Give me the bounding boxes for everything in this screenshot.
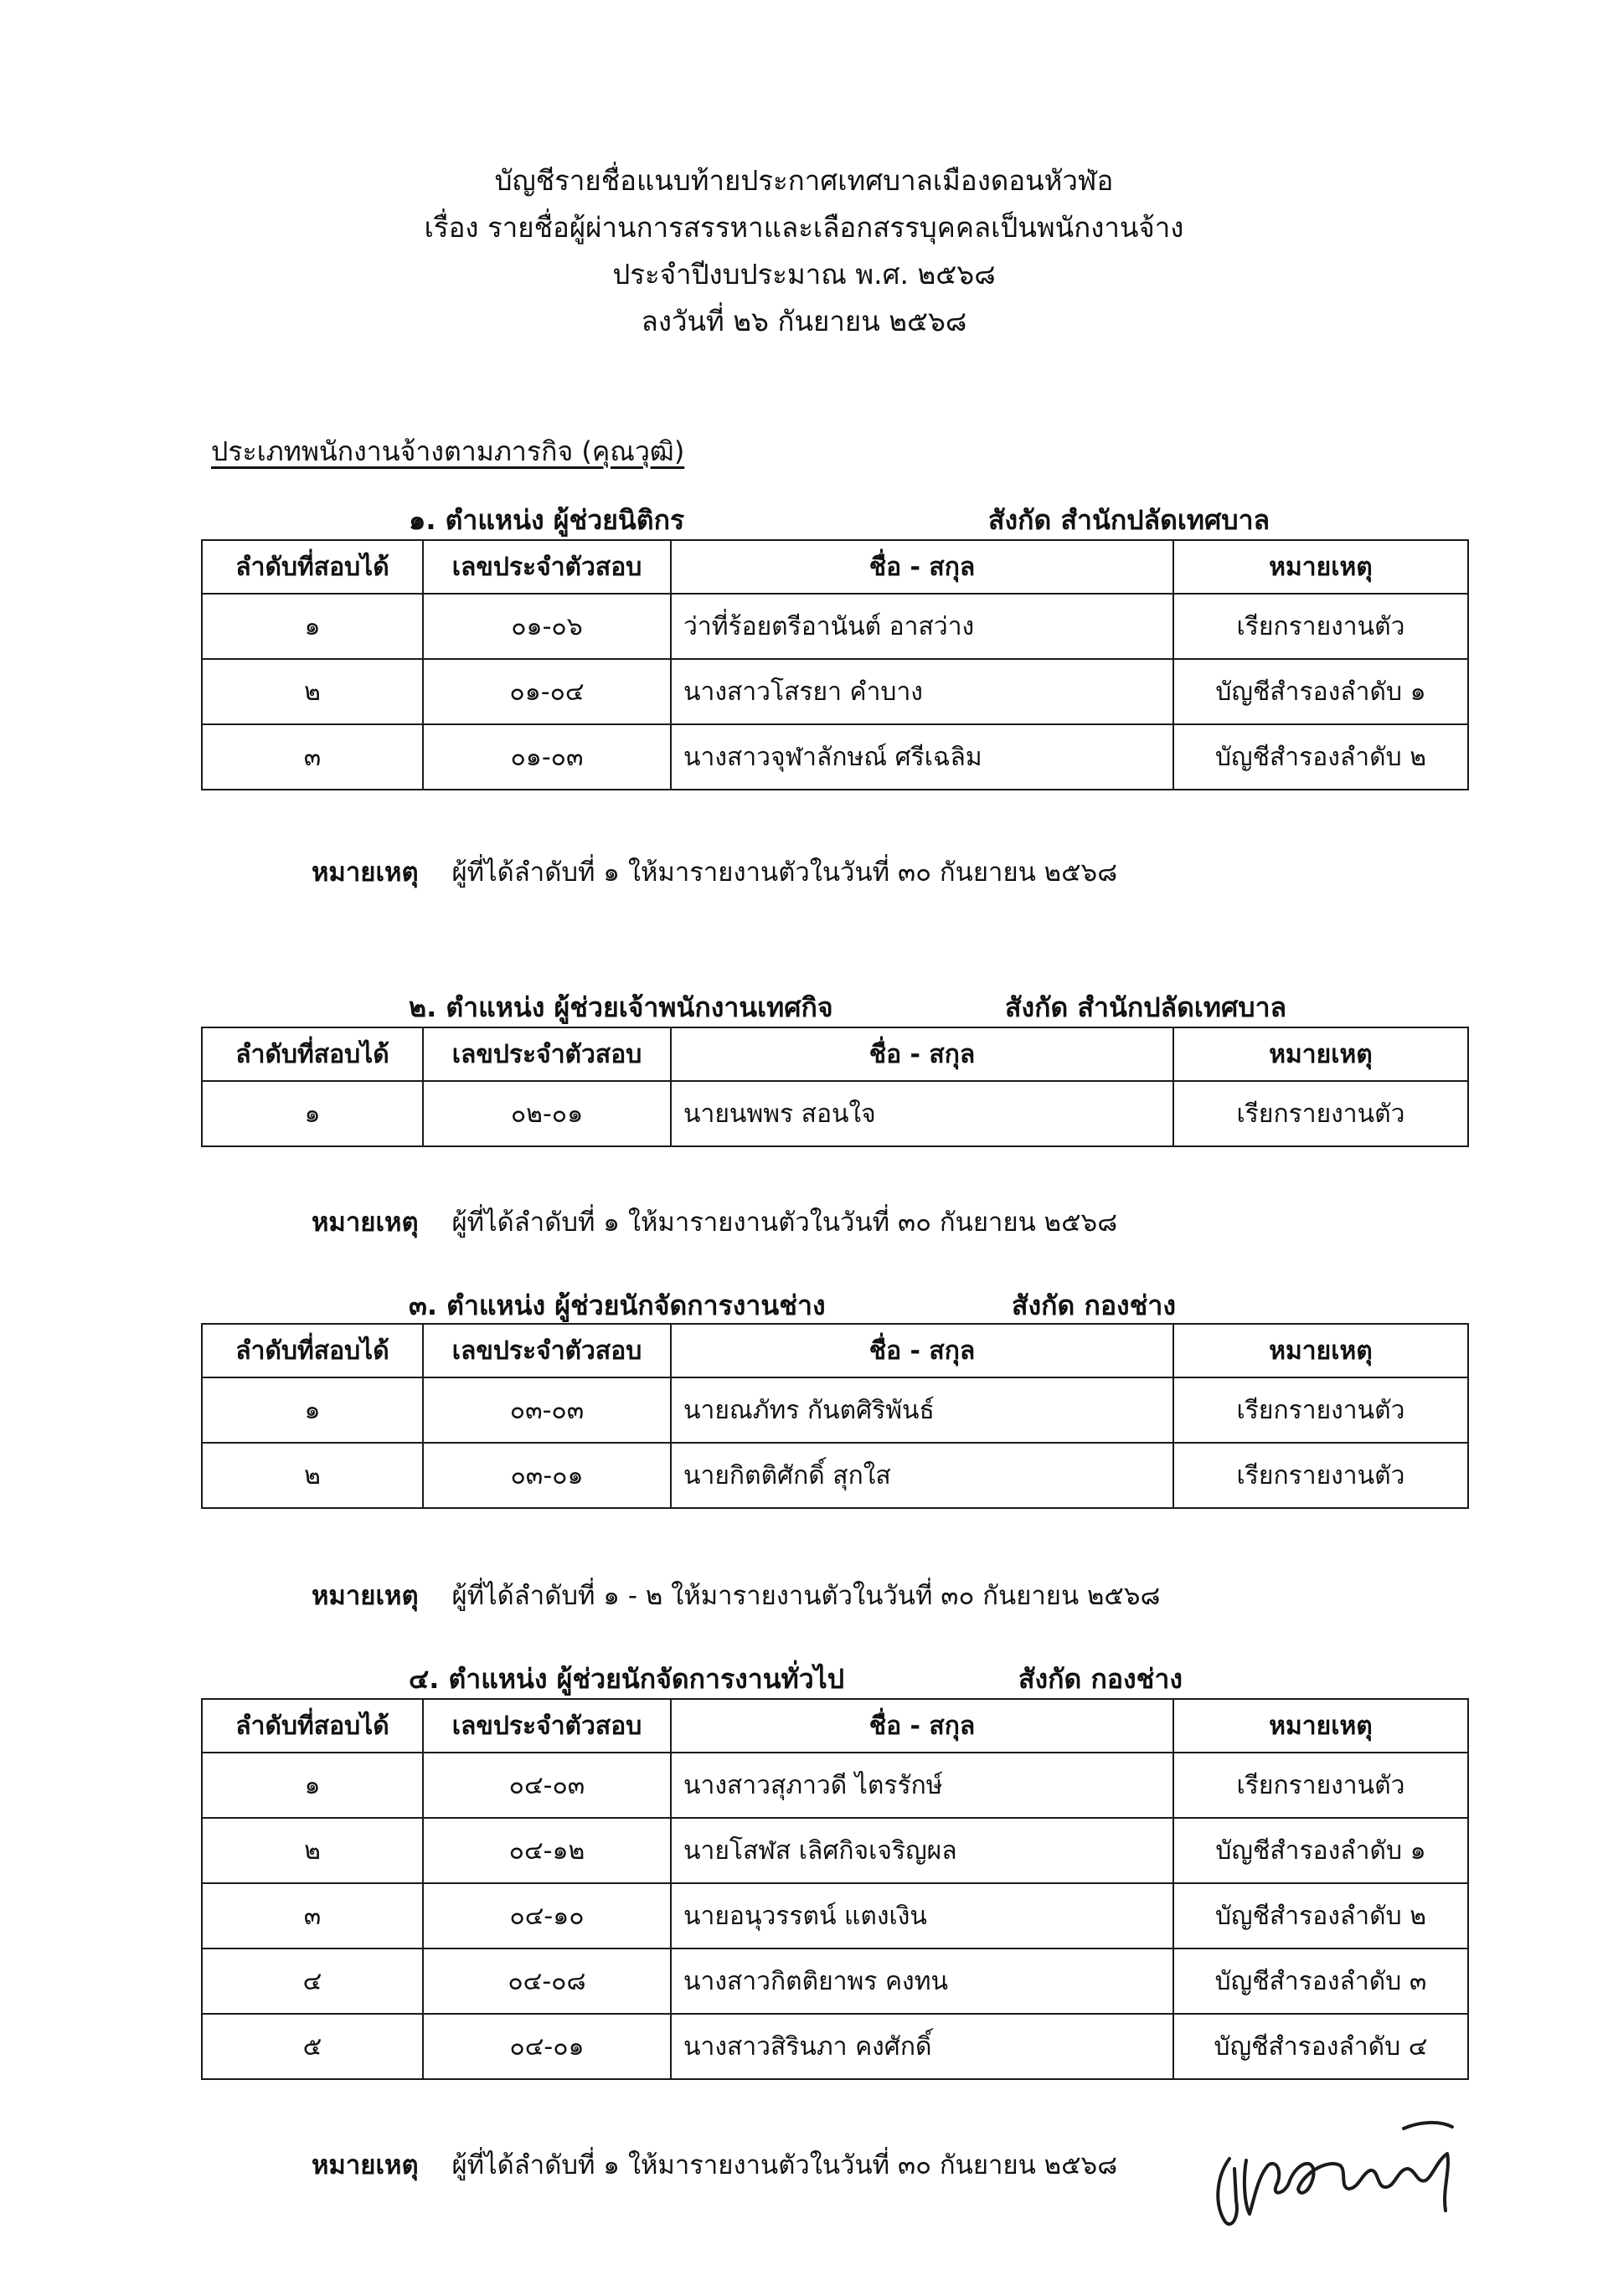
remark-cell: บัญชีสำรองลำดับ ๓ bbox=[1173, 1949, 1468, 2014]
column-header-rank: ลำดับที่สอบได้ bbox=[202, 1027, 423, 1081]
remark-cell: บัญชีสำรองลำดับ ๒ bbox=[1173, 1883, 1468, 1949]
remark-cell: บัญชีสำรองลำดับ ๑ bbox=[1173, 659, 1468, 724]
column-header-remark: หมายเหตุ bbox=[1173, 1324, 1468, 1377]
header-line-3: ประจำปีงบประมาณ พ.ศ. ๒๕๖๘ bbox=[612, 258, 996, 291]
column-header-name: ชื่อ - สกุล bbox=[671, 1027, 1173, 1081]
column-header-remark: หมายเหตุ bbox=[1173, 1699, 1468, 1753]
rank-cell: ๕ bbox=[202, 2014, 423, 2079]
note-label: หมายเหตุ bbox=[312, 2150, 419, 2180]
section-2-title bbox=[409, 986, 1287, 1029]
section-3-title bbox=[409, 1284, 1176, 1327]
exam-id-cell: ๐๓-๐๓ bbox=[423, 1377, 671, 1443]
table-row bbox=[202, 1883, 1468, 1949]
rank-cell: ๑ bbox=[202, 1377, 423, 1443]
exam-id-cell: ๐๔-๑๐ bbox=[423, 1883, 671, 1949]
name-cell: นายณภัทร กันตศิริพันธ์ bbox=[671, 1377, 1173, 1443]
name-cell: นายอนุวรรตน์ แตงเงิน bbox=[671, 1883, 1173, 1949]
name-cell: นายกิตติศักดิ์ สุกใส bbox=[671, 1443, 1173, 1508]
rank-cell: ๒ bbox=[202, 1443, 423, 1508]
exam-id-cell: ๐๓-๐๑ bbox=[423, 1443, 671, 1508]
header-line-2: เรื่อง รายชื่อผู้ผ่านการสรรหาและเลือกสรรบุคคลเป็นพนักงานจ้าง bbox=[424, 211, 1184, 244]
department-name: สังกัด สำนักปลัดเทศบาล bbox=[988, 504, 1270, 536]
remark-cell: เรียกรายงานตัว bbox=[1173, 1753, 1468, 1818]
table-row bbox=[202, 1081, 1468, 1146]
document-header bbox=[0, 157, 1608, 345]
column-header-rank: ลำดับที่สอบได้ bbox=[202, 1324, 423, 1377]
table-row bbox=[202, 1377, 1468, 1443]
name-cell: นายนพพร สอนใจ bbox=[671, 1081, 1173, 1146]
name-cell: นางสาวจุฬาลักษณ์ ศรีเฉลิม bbox=[671, 724, 1173, 790]
exam-id-cell: ๐๔-๐๘ bbox=[423, 1949, 671, 2014]
name-cell: นางสาวสิรินภา คงศักดิ์ bbox=[671, 2014, 1173, 2079]
column-header-rank: ลำดับที่สอบได้ bbox=[202, 1699, 423, 1753]
remark-cell: บัญชีสำรองลำดับ ๑ bbox=[1173, 1818, 1468, 1883]
column-header-exam-id: เลขประจำตัวสอบ bbox=[423, 1324, 671, 1377]
exam-id-cell: ๐๔-๑๒ bbox=[423, 1818, 671, 1883]
note-text: ผู้ที่ได้ลำดับที่ ๑ - ๒ ให้มารายงานตัวในวันที่ ๓๐ กันยายน ๒๕๖๘ bbox=[451, 1581, 1161, 1611]
remark-cell: เรียกรายงานตัว bbox=[1173, 1377, 1468, 1443]
section-1-title bbox=[409, 499, 1270, 542]
table-header-row bbox=[202, 1027, 1468, 1081]
header-line-1: บัญชีรายชื่อแนบท้ายประกาศเทศบาลเมืองดอนหัวฬ่อ bbox=[494, 164, 1114, 197]
column-header-exam-id: เลขประจำตัวสอบ bbox=[423, 1027, 671, 1081]
handwritten-signature bbox=[1206, 2110, 1457, 2236]
position-name: ๑. ตำแหน่ง ผู้ช่วยนิติกร bbox=[409, 504, 685, 536]
remark-cell: เรียกรายงานตัว bbox=[1173, 1443, 1468, 1508]
section-4-title bbox=[409, 1658, 1183, 1701]
remark-cell: เรียกรายงานตัว bbox=[1173, 1081, 1468, 1146]
department-name: สังกัด กองช่าง bbox=[1012, 1290, 1176, 1321]
name-cell: นางสาวกิตติยาพร คงทน bbox=[671, 1949, 1173, 2014]
table-row bbox=[202, 2014, 1468, 2079]
table-row bbox=[202, 1443, 1468, 1508]
section-3-note bbox=[312, 1574, 1160, 1616]
section-3-table bbox=[201, 1323, 1469, 1509]
table-row bbox=[202, 1753, 1468, 1818]
note-text: ผู้ที่ได้ลำดับที่ ๑ ให้มารายงานตัวในวันที่ ๓๐ กันยายน ๒๕๖๘ bbox=[451, 857, 1118, 888]
table-row bbox=[202, 724, 1468, 790]
exam-id-cell: ๐๒-๐๑ bbox=[423, 1081, 671, 1146]
rank-cell: ๒ bbox=[202, 659, 423, 724]
position-name: ๒. ตำแหน่ง ผู้ช่วยเจ้าพนักงานเทศกิจ bbox=[409, 991, 833, 1023]
rank-cell: ๑ bbox=[202, 1081, 423, 1146]
section-1-table bbox=[201, 539, 1469, 790]
rank-cell: ๓ bbox=[202, 1883, 423, 1949]
exam-id-cell: ๐๑-๐๓ bbox=[423, 724, 671, 790]
table-row bbox=[202, 594, 1468, 659]
employee-category: ประเภทพนักงานจ้างตามภารกิจ (คุณวุฒิ) bbox=[211, 435, 685, 467]
remark-cell: บัญชีสำรองลำดับ ๔ bbox=[1173, 2014, 1468, 2079]
column-header-name: ชื่อ - สกุล bbox=[671, 1324, 1173, 1377]
column-header-remark: หมายเหตุ bbox=[1173, 540, 1468, 594]
table-row bbox=[202, 1949, 1468, 2014]
rank-cell: ๑ bbox=[202, 594, 423, 659]
position-name: ๔. ตำแหน่ง ผู้ช่วยนักจัดการงานทั่วไป bbox=[409, 1663, 845, 1695]
column-header-exam-id: เลขประจำตัวสอบ bbox=[423, 540, 671, 594]
section-1-note bbox=[312, 851, 1117, 893]
note-text: ผู้ที่ได้ลำดับที่ ๑ ให้มารายงานตัวในวันที่ ๓๐ กันยายน ๒๕๖๘ bbox=[451, 2150, 1118, 2180]
exam-id-cell: ๐๔-๐๑ bbox=[423, 2014, 671, 2079]
rank-cell: ๑ bbox=[202, 1753, 423, 1818]
table-header-row bbox=[202, 1699, 1468, 1753]
column-header-exam-id: เลขประจำตัวสอบ bbox=[423, 1699, 671, 1753]
name-cell: ว่าที่ร้อยตรีอานันต์ อาสว่าง bbox=[671, 594, 1173, 659]
exam-id-cell: ๐๔-๐๓ bbox=[423, 1753, 671, 1818]
note-label: หมายเหตุ bbox=[312, 1207, 419, 1238]
exam-id-cell: ๐๑-๐๔ bbox=[423, 659, 671, 724]
name-cell: นางสาวสุภาวดี ไตรรักษ์ bbox=[671, 1753, 1173, 1818]
table-row bbox=[202, 659, 1468, 724]
header-line-4: ลงวันที่ ๒๖ กันยายน ๒๕๖๘ bbox=[641, 305, 967, 337]
table-header-row bbox=[202, 540, 1468, 594]
section-4-note bbox=[312, 2144, 1117, 2185]
position-name: ๓. ตำแหน่ง ผู้ช่วยนักจัดการงานช่าง bbox=[409, 1290, 826, 1321]
section-4-table bbox=[201, 1698, 1469, 2080]
note-label: หมายเหตุ bbox=[312, 1581, 419, 1611]
rank-cell: ๔ bbox=[202, 1949, 423, 2014]
rank-cell: ๒ bbox=[202, 1818, 423, 1883]
section-2-table bbox=[201, 1027, 1469, 1147]
column-header-name: ชื่อ - สกุล bbox=[671, 540, 1173, 594]
section-2-note bbox=[312, 1201, 1117, 1243]
table-header-row bbox=[202, 1324, 1468, 1377]
name-cell: นายโสฬส เลิศกิจเจริญผล bbox=[671, 1818, 1173, 1883]
column-header-name: ชื่อ - สกุล bbox=[671, 1699, 1173, 1753]
column-header-rank: ลำดับที่สอบได้ bbox=[202, 540, 423, 594]
rank-cell: ๓ bbox=[202, 724, 423, 790]
note-label: หมายเหตุ bbox=[312, 857, 419, 888]
remark-cell: เรียกรายงานตัว bbox=[1173, 594, 1468, 659]
column-header-remark: หมายเหตุ bbox=[1173, 1027, 1468, 1081]
remark-cell: บัญชีสำรองลำดับ ๒ bbox=[1173, 724, 1468, 790]
name-cell: นางสาวโสรยา คำบาง bbox=[671, 659, 1173, 724]
exam-id-cell: ๐๑-๐๖ bbox=[423, 594, 671, 659]
note-text: ผู้ที่ได้ลำดับที่ ๑ ให้มารายงานตัวในวันที่ ๓๐ กันยายน ๒๕๖๘ bbox=[451, 1207, 1118, 1238]
table-row bbox=[202, 1818, 1468, 1883]
department-name: สังกัด สำนักปลัดเทศบาล bbox=[1005, 991, 1287, 1023]
department-name: สังกัด กองช่าง bbox=[1018, 1663, 1183, 1695]
